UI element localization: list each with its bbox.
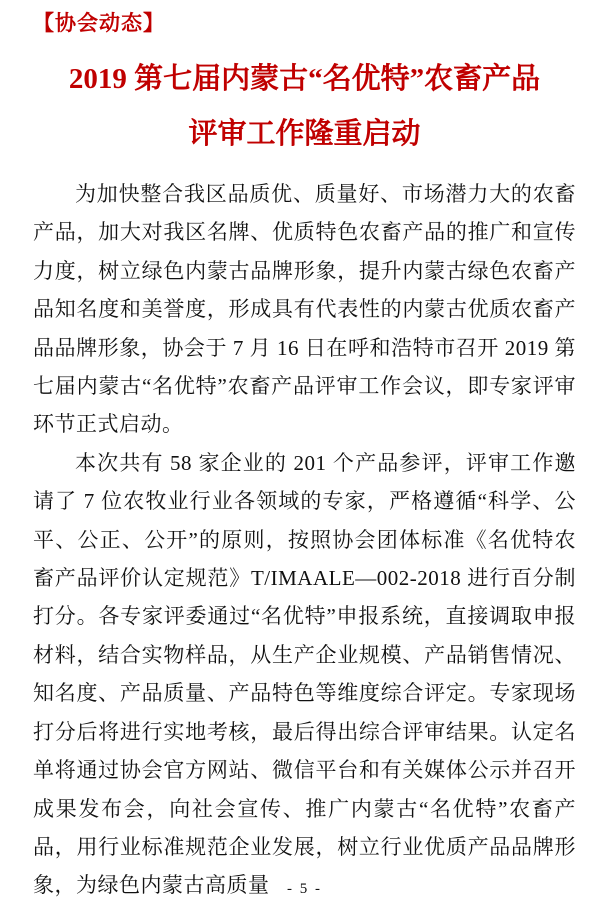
article-title-line2: 评审工作隆重启动 — [188, 118, 421, 150]
body-paragraph: 本次共有 58 家企业的 201 个产品参评，评审工作邀请了 7 位农牧业行业各领域的专家，严格遵循“科学、公平、公正、公开”的原则，按照协会团体标准《名优特农畜产品评价认定规范》T/IMAALE—002-2018 进行百分制打分。各专家评委通过“名优特”申报系统，直接调取申报材料，结合实物样品，从生产企业规模、产品销售情况、知名度、产品质量、产品特色等维度综合评定。专家现场打分后将进行实地考核，最后得出综合评审结果。认定名单将通过协会官方网站、微信平台和有关媒体公示并召开成果发布会，向社会宣传、推广内蒙古“名优特”农畜产品，用行业标准规范企业发展，树立行业优质产品品牌形象，为绿色内蒙古高质量 — [33, 450, 576, 898]
page-number: - 5 - — [287, 881, 322, 897]
article-title — [33, 52, 576, 162]
article-body — [33, 175, 576, 905]
section-tag: 【协会动态】 — [33, 12, 165, 35]
article-title-line1: 2019 第七届内蒙古“名优特”农畜产品 — [68, 63, 541, 95]
body-paragraph: 为加快整合我区品质优、质量好、市场潜力大的农畜产品，加大对我区名牌、优质特色农畜产品的推广和宣传力度，树立绿色内蒙古品牌形象，提升内蒙古绿色农畜产品知名度和美誉度，形成具有代表性的内蒙古优质农畜产品品牌形象，协会于 7 月 16 日在呼和浩特市召开 2019 第七届内蒙古“名优特”农畜产品评审工作会议，即专家评审环节正式启动。 — [33, 182, 576, 437]
